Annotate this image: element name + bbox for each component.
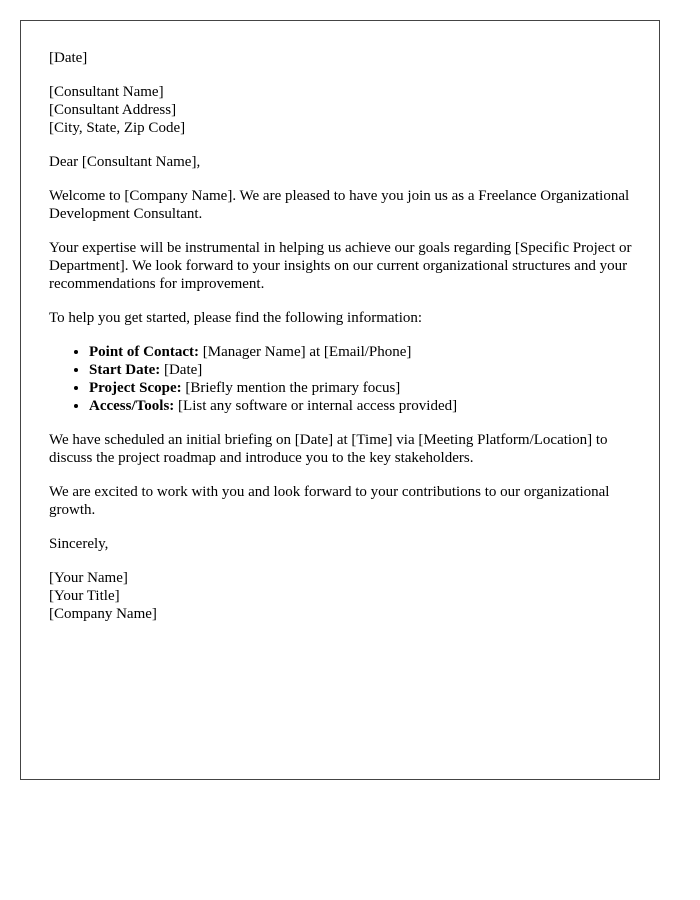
signature-title: [Your Title]: [49, 588, 120, 604]
info-intro-paragraph: To help you get started, please find the following information:: [49, 310, 423, 326]
list-item-label: Start Date:: [89, 362, 161, 378]
list-item-point-of-contact: [89, 343, 639, 361]
list-item-label: Access/Tools:: [89, 398, 175, 414]
list-item-project-scope: [89, 379, 639, 397]
welcome-paragraph: Welcome to [Company Name]. We are pleased to have you join us as a Freelance Organizational Development Consultant.: [49, 188, 630, 222]
letter-page: [20, 20, 660, 780]
list-item-label: Point of Contact:: [89, 344, 199, 360]
list-item-value: [Briefly mention the primary focus]: [185, 380, 401, 396]
list-item-value: [Date]: [163, 362, 203, 378]
signature-block: [49, 569, 639, 623]
signature-name: [Your Name]: [49, 570, 128, 586]
info-list: [49, 343, 639, 415]
list-item-value: [List any software or internal access provided]: [178, 398, 458, 414]
recipient-city-state-zip: [City, State, Zip Code]: [49, 120, 186, 136]
signature-company: [Company Name]: [49, 606, 157, 622]
recipient-address: [Consultant Address]: [49, 102, 177, 118]
recipient-name: [Consultant Name]: [49, 84, 164, 100]
expertise-paragraph: Your expertise will be instrumental in helping us achieve our goals regarding [Specific Project or Department]. We look forward to your insights on our current organizational structures and your recommendations for improvement.: [49, 240, 632, 292]
letter-content: [49, 49, 639, 639]
list-item-start-date: [89, 361, 639, 379]
salutation: Dear [Consultant Name],: [49, 154, 201, 170]
list-item-value: [Manager Name] at [Email/Phone]: [202, 344, 412, 360]
date-block: [49, 49, 639, 67]
recipient-address-block: [49, 83, 639, 137]
sign-off: Sincerely,: [49, 536, 109, 552]
letter-date: [Date]: [49, 50, 88, 66]
list-item-access-tools: [89, 397, 639, 415]
closing-paragraph: We are excited to work with you and look forward to your contributions to our organizational growth.: [49, 484, 610, 518]
briefing-paragraph: We have scheduled an initial briefing on [Date] at [Time] via [Meeting Platform/Location] to discuss the project roadmap and introduce you to the key stakeholders.: [49, 432, 608, 466]
list-item-label: Project Scope:: [89, 380, 182, 396]
